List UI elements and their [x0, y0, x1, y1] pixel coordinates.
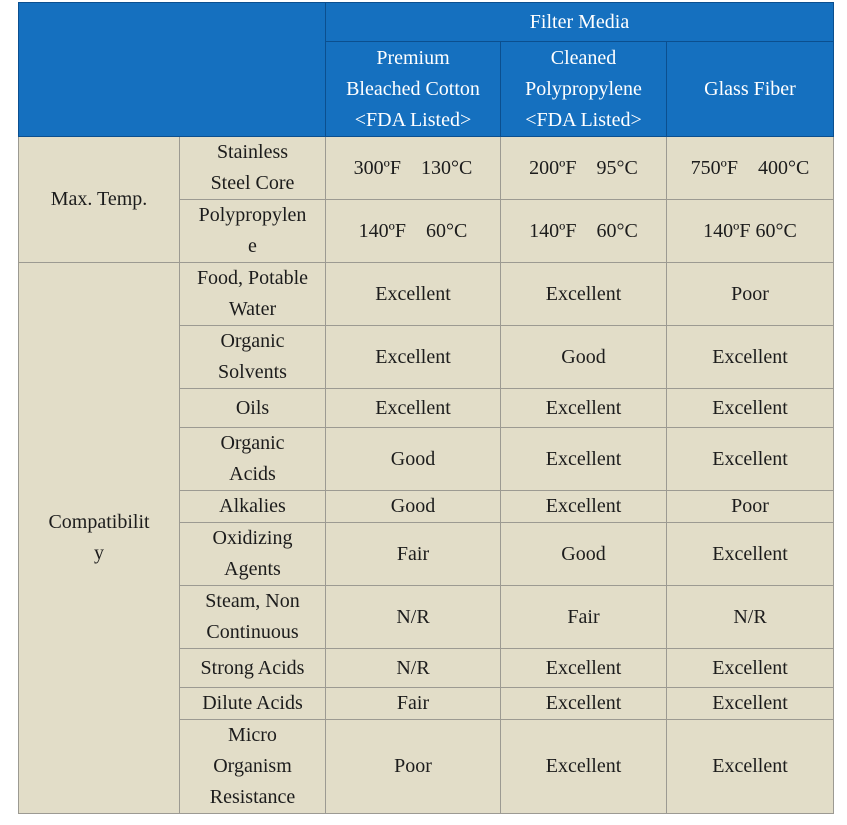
table-cell: Excellent	[501, 720, 667, 814]
table-cell: Excellent	[501, 428, 667, 491]
row-label: Organic Solvents	[180, 326, 326, 389]
corner-cell	[19, 3, 326, 137]
row-label: Polypropylen e	[180, 200, 326, 263]
table-cell: Excellent	[501, 688, 667, 720]
table-cell: Fair	[501, 586, 667, 649]
table-cell: 140ºF 60°C	[667, 200, 834, 263]
table-cell: 300ºF 130°C	[326, 137, 501, 200]
media-header-polypropylene: Cleaned Polypropylene <FDA Listed>	[501, 42, 667, 137]
row-label: Oxidizing Agents	[180, 523, 326, 586]
filter-media-table	[18, 2, 834, 814]
table-cell: Excellent	[667, 523, 834, 586]
table-cell: Excellent	[501, 491, 667, 523]
table-cell: 200ºF 95°C	[501, 137, 667, 200]
table-cell: Excellent	[667, 649, 834, 688]
table-cell: Excellent	[501, 263, 667, 326]
row-label: Dilute Acids	[180, 688, 326, 720]
table-cell: Good	[501, 523, 667, 586]
table-cell: Excellent	[667, 389, 834, 428]
row-label: Food, Potable Water	[180, 263, 326, 326]
table-cell: Excellent	[326, 263, 501, 326]
compatibility-label: Compatibilit y	[19, 263, 180, 814]
table-cell: Excellent	[667, 326, 834, 389]
media-header-cotton: Premium Bleached Cotton <FDA Listed>	[326, 42, 501, 137]
table-cell: N/R	[667, 586, 834, 649]
table-cell: Excellent	[501, 649, 667, 688]
table-cell: Fair	[326, 688, 501, 720]
table-row	[19, 263, 834, 326]
table-cell: Fair	[326, 523, 501, 586]
table-cell: Poor	[326, 720, 501, 814]
row-label: Micro Organism Resistance	[180, 720, 326, 814]
table-cell: Good	[326, 491, 501, 523]
table-cell: Excellent	[326, 326, 501, 389]
media-header-glass-fiber: Glass Fiber	[667, 42, 834, 137]
table-cell: 140ºF 60°C	[326, 200, 501, 263]
group-header: Filter Media	[326, 3, 834, 42]
row-label: Alkalies	[180, 491, 326, 523]
table-cell: Excellent	[667, 688, 834, 720]
table-row	[19, 137, 834, 200]
row-label: Oils	[180, 389, 326, 428]
row-label: Organic Acids	[180, 428, 326, 491]
row-label: Stainless Steel Core	[180, 137, 326, 200]
table-cell: Excellent	[667, 720, 834, 814]
table-cell: 750ºF 400°C	[667, 137, 834, 200]
header-row-group	[19, 3, 834, 42]
table-cell: Excellent	[326, 389, 501, 428]
table-cell: 140ºF 60°C	[501, 200, 667, 263]
table-cell: Excellent	[667, 428, 834, 491]
table-cell: N/R	[326, 586, 501, 649]
max-temp-label: Max. Temp.	[19, 137, 180, 263]
table-cell: Poor	[667, 263, 834, 326]
table-cell: Good	[501, 326, 667, 389]
table-cell: Good	[326, 428, 501, 491]
table-cell: N/R	[326, 649, 501, 688]
row-label: Strong Acids	[180, 649, 326, 688]
row-label: Steam, Non Continuous	[180, 586, 326, 649]
table-cell: Excellent	[501, 389, 667, 428]
table-cell: Poor	[667, 491, 834, 523]
